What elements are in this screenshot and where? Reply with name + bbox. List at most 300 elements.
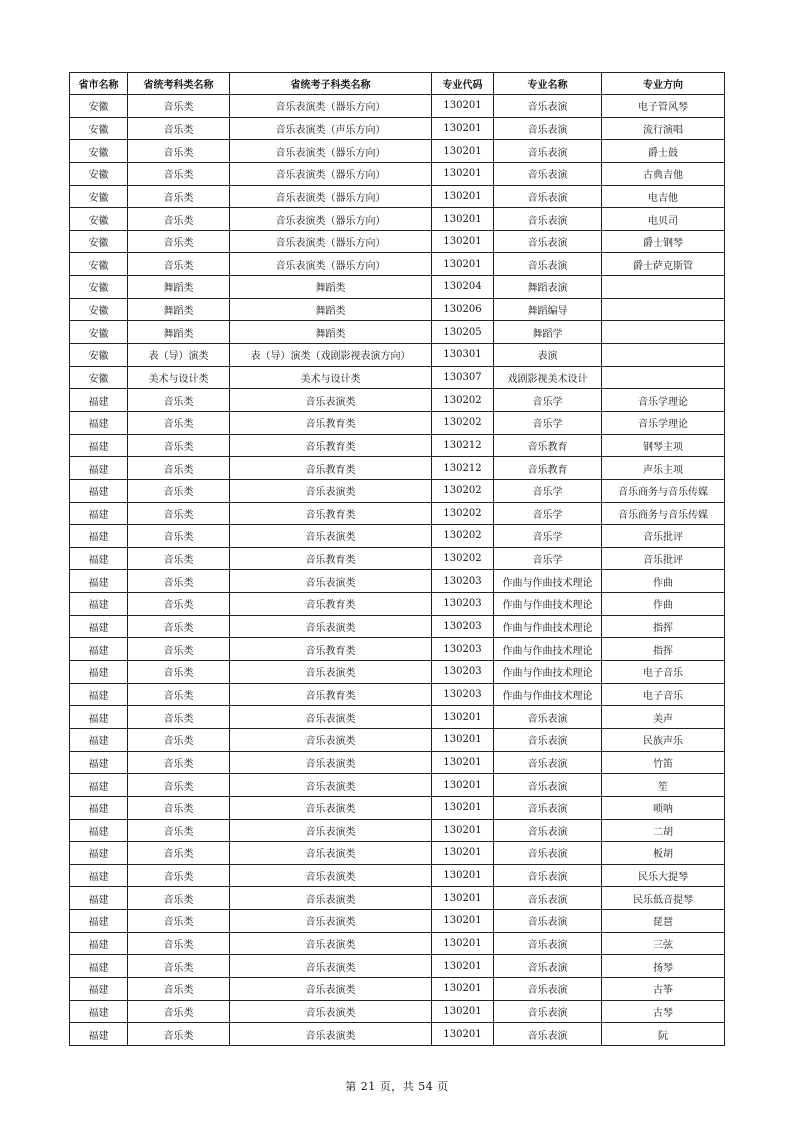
cell-major-direction: 扬琴 — [602, 955, 725, 978]
cell-major-direction: 指挥 — [602, 615, 725, 638]
cell-exam-category: 音乐类 — [128, 706, 230, 729]
cell-major-name: 音乐学 — [494, 389, 602, 412]
cell-province: 安徽 — [70, 117, 128, 140]
cell-province: 福建 — [70, 593, 128, 616]
cell-major-code: 130201 — [432, 706, 494, 729]
cell-major-direction: 笙 — [602, 774, 725, 797]
cell-exam-category: 音乐类 — [128, 796, 230, 819]
cell-major-name: 音乐表演 — [494, 887, 602, 910]
cell-exam-category: 音乐类 — [128, 95, 230, 118]
cell-exam-subcategory: 音乐表演类 — [230, 615, 432, 638]
cell-exam-category: 音乐类 — [128, 751, 230, 774]
cell-exam-category: 音乐类 — [128, 887, 230, 910]
cell-province: 福建 — [70, 864, 128, 887]
table-row — [70, 864, 725, 887]
cell-major-code: 130204 — [432, 276, 494, 299]
cell-province: 福建 — [70, 525, 128, 548]
cell-major-direction: 流行演唱 — [602, 117, 725, 140]
cell-exam-subcategory: 音乐表演类（器乐方向） — [230, 162, 432, 185]
cell-major-code: 130201 — [432, 842, 494, 865]
table-row — [70, 728, 725, 751]
cell-major-direction: 三弦 — [602, 932, 725, 955]
cell-major-direction: 电子音乐 — [602, 683, 725, 706]
cell-major-code: 130202 — [432, 547, 494, 570]
cell-major-direction: 琵琶 — [602, 910, 725, 933]
table-row — [70, 1000, 725, 1023]
cell-exam-subcategory: 音乐表演类 — [230, 864, 432, 887]
cell-province: 安徽 — [70, 321, 128, 344]
cell-major-code: 130203 — [432, 661, 494, 684]
cell-major-code: 130201 — [432, 977, 494, 1000]
cell-major-direction: 音乐商务与音乐传媒 — [602, 502, 725, 525]
table-row — [70, 298, 725, 321]
cell-exam-category: 美术与设计类 — [128, 366, 230, 389]
table-row — [70, 162, 725, 185]
header-major-name: 专业名称 — [494, 73, 602, 95]
cell-major-name: 音乐学 — [494, 411, 602, 434]
cell-exam-subcategory: 音乐表演类 — [230, 910, 432, 933]
cell-major-direction: 作曲 — [602, 593, 725, 616]
cell-major-code: 130203 — [432, 570, 494, 593]
table-row — [70, 434, 725, 457]
cell-province: 福建 — [70, 1023, 128, 1046]
cell-major-direction: 板胡 — [602, 842, 725, 865]
cell-exam-category: 音乐类 — [128, 253, 230, 276]
table-row — [70, 253, 725, 276]
cell-major-code: 130201 — [432, 819, 494, 842]
cell-exam-subcategory: 音乐表演类 — [230, 479, 432, 502]
cell-province: 福建 — [70, 502, 128, 525]
cell-major-name: 作曲与作曲技术理论 — [494, 661, 602, 684]
cell-major-direction: 电吉他 — [602, 185, 725, 208]
cell-major-code: 130201 — [432, 253, 494, 276]
table-row — [70, 117, 725, 140]
cell-province: 安徽 — [70, 162, 128, 185]
cell-major-code: 130201 — [432, 728, 494, 751]
cell-major-name: 音乐表演 — [494, 796, 602, 819]
cell-province: 福建 — [70, 910, 128, 933]
cell-major-name: 音乐表演 — [494, 208, 602, 231]
table-row — [70, 525, 725, 548]
cell-exam-subcategory: 表（导）演类（戏剧影视表演方向） — [230, 344, 432, 367]
cell-exam-subcategory: 音乐表演类 — [230, 932, 432, 955]
cell-major-direction: 竹笛 — [602, 751, 725, 774]
cell-major-code: 130201 — [432, 140, 494, 163]
cell-exam-category: 音乐类 — [128, 819, 230, 842]
table-row — [70, 276, 725, 299]
cell-major-name: 舞蹈学 — [494, 321, 602, 344]
cell-major-name: 作曲与作曲技术理论 — [494, 593, 602, 616]
cell-province: 福建 — [70, 774, 128, 797]
cell-major-direction: 古典吉他 — [602, 162, 725, 185]
data-table-container — [69, 72, 724, 1046]
cell-major-code: 130201 — [432, 910, 494, 933]
table-row — [70, 389, 725, 412]
cell-exam-subcategory: 音乐表演类（器乐方向） — [230, 253, 432, 276]
cell-major-code: 130203 — [432, 638, 494, 661]
cell-exam-subcategory: 音乐表演类 — [230, 1000, 432, 1023]
cell-province: 福建 — [70, 615, 128, 638]
cell-province: 福建 — [70, 887, 128, 910]
cell-province: 福建 — [70, 683, 128, 706]
cell-exam-subcategory: 美术与设计类 — [230, 366, 432, 389]
cell-province: 安徽 — [70, 95, 128, 118]
cell-province: 福建 — [70, 751, 128, 774]
cell-major-code: 130202 — [432, 411, 494, 434]
cell-major-direction: 音乐商务与音乐传媒 — [602, 479, 725, 502]
table-row — [70, 615, 725, 638]
cell-major-direction: 爵士萨克斯管 — [602, 253, 725, 276]
cell-province: 福建 — [70, 796, 128, 819]
cell-exam-subcategory: 音乐表演类 — [230, 728, 432, 751]
cell-exam-subcategory: 音乐表演类 — [230, 887, 432, 910]
cell-exam-category: 音乐类 — [128, 842, 230, 865]
cell-major-direction: 二胡 — [602, 819, 725, 842]
cell-major-name: 音乐表演 — [494, 864, 602, 887]
cell-major-name: 音乐表演 — [494, 910, 602, 933]
cell-province: 福建 — [70, 706, 128, 729]
cell-major-direction — [602, 321, 725, 344]
table-row — [70, 411, 725, 434]
cell-major-direction: 古琴 — [602, 1000, 725, 1023]
cell-major-direction: 爵士鼓 — [602, 140, 725, 163]
cell-exam-subcategory: 音乐教育类 — [230, 683, 432, 706]
cell-major-name: 舞蹈表演 — [494, 276, 602, 299]
cell-major-direction: 钢琴主项 — [602, 434, 725, 457]
cell-major-direction: 美声 — [602, 706, 725, 729]
cell-exam-subcategory: 音乐表演类（器乐方向） — [230, 185, 432, 208]
cell-exam-category: 音乐类 — [128, 547, 230, 570]
cell-major-name: 音乐表演 — [494, 1023, 602, 1046]
cell-major-code: 130202 — [432, 479, 494, 502]
cell-major-direction: 电贝司 — [602, 208, 725, 231]
table-row — [70, 796, 725, 819]
cell-province: 福建 — [70, 819, 128, 842]
cell-exam-subcategory: 音乐表演类 — [230, 774, 432, 797]
table-row — [70, 593, 725, 616]
cell-major-name: 音乐学 — [494, 502, 602, 525]
cell-major-name: 音乐表演 — [494, 977, 602, 1000]
cell-exam-category: 音乐类 — [128, 683, 230, 706]
cell-major-direction: 音乐批评 — [602, 547, 725, 570]
cell-major-name: 音乐学 — [494, 525, 602, 548]
table-row — [70, 502, 725, 525]
cell-province: 福建 — [70, 955, 128, 978]
cell-major-name: 音乐表演 — [494, 95, 602, 118]
cell-major-direction: 指挥 — [602, 638, 725, 661]
table-row — [70, 321, 725, 344]
cell-exam-category: 音乐类 — [128, 1000, 230, 1023]
cell-major-name: 舞蹈编导 — [494, 298, 602, 321]
cell-province: 福建 — [70, 547, 128, 570]
cell-major-code: 130201 — [432, 230, 494, 253]
cell-exam-category: 音乐类 — [128, 525, 230, 548]
cell-province: 福建 — [70, 411, 128, 434]
cell-major-code: 130212 — [432, 457, 494, 480]
cell-major-name: 音乐学 — [494, 547, 602, 570]
cell-exam-category: 音乐类 — [128, 615, 230, 638]
cell-major-code: 130203 — [432, 615, 494, 638]
cell-major-code: 130201 — [432, 208, 494, 231]
cell-major-name: 音乐教育 — [494, 457, 602, 480]
cell-province: 安徽 — [70, 298, 128, 321]
cell-exam-subcategory: 音乐表演类（器乐方向） — [230, 208, 432, 231]
cell-exam-subcategory: 音乐教育类 — [230, 547, 432, 570]
cell-major-name: 作曲与作曲技术理论 — [494, 638, 602, 661]
cell-major-name: 音乐学 — [494, 479, 602, 502]
table-header-row — [70, 73, 725, 95]
header-major-code: 专业代码 — [432, 73, 494, 95]
table-row — [70, 683, 725, 706]
cell-major-code: 130201 — [432, 774, 494, 797]
table-row — [70, 661, 725, 684]
cell-major-code: 130201 — [432, 887, 494, 910]
cell-province: 福建 — [70, 977, 128, 1000]
table-row — [70, 638, 725, 661]
cell-major-direction: 爵士钢琴 — [602, 230, 725, 253]
cell-exam-subcategory: 舞蹈类 — [230, 321, 432, 344]
cell-major-code: 130307 — [432, 366, 494, 389]
cell-major-code: 130206 — [432, 298, 494, 321]
cell-exam-category: 音乐类 — [128, 1023, 230, 1046]
cell-exam-subcategory: 音乐表演类（声乐方向） — [230, 117, 432, 140]
cell-exam-subcategory: 音乐表演类（器乐方向） — [230, 230, 432, 253]
cell-major-direction: 民族声乐 — [602, 728, 725, 751]
cell-exam-subcategory: 音乐教育类 — [230, 593, 432, 616]
cell-major-code: 130203 — [432, 593, 494, 616]
table-body — [70, 95, 725, 1046]
cell-major-direction: 电子音乐 — [602, 661, 725, 684]
header-exam-category: 省统考科类名称 — [128, 73, 230, 95]
cell-major-direction: 音乐批评 — [602, 525, 725, 548]
table-row — [70, 344, 725, 367]
cell-province: 福建 — [70, 661, 128, 684]
table-row — [70, 910, 725, 933]
cell-exam-category: 音乐类 — [128, 638, 230, 661]
cell-exam-category: 音乐类 — [128, 728, 230, 751]
cell-major-direction: 唢呐 — [602, 796, 725, 819]
table-row — [70, 140, 725, 163]
cell-major-name: 音乐教育 — [494, 434, 602, 457]
cell-exam-category: 音乐类 — [128, 910, 230, 933]
table-row — [70, 570, 725, 593]
cell-major-code: 130212 — [432, 434, 494, 457]
table-row — [70, 547, 725, 570]
cell-major-code: 130201 — [432, 955, 494, 978]
cell-province: 福建 — [70, 457, 128, 480]
table-row — [70, 95, 725, 118]
header-exam-subcategory: 省统考子科类名称 — [230, 73, 432, 95]
cell-exam-subcategory: 音乐教育类 — [230, 502, 432, 525]
cell-exam-category: 音乐类 — [128, 570, 230, 593]
cell-exam-category: 舞蹈类 — [128, 276, 230, 299]
cell-exam-subcategory: 音乐表演类 — [230, 977, 432, 1000]
cell-major-name: 音乐表演 — [494, 253, 602, 276]
cell-major-name: 音乐表演 — [494, 117, 602, 140]
cell-exam-category: 音乐类 — [128, 140, 230, 163]
header-major-direction: 专业方向 — [602, 73, 725, 95]
cell-major-name: 音乐表演 — [494, 774, 602, 797]
cell-province: 福建 — [70, 479, 128, 502]
cell-major-code: 130201 — [432, 117, 494, 140]
cell-exam-subcategory: 音乐教育类 — [230, 434, 432, 457]
cell-exam-subcategory: 音乐表演类 — [230, 1023, 432, 1046]
cell-major-name: 音乐表演 — [494, 1000, 602, 1023]
cell-exam-subcategory: 音乐表演类 — [230, 796, 432, 819]
cell-exam-subcategory: 舞蹈类 — [230, 276, 432, 299]
cell-province: 安徽 — [70, 366, 128, 389]
cell-province: 福建 — [70, 434, 128, 457]
table-row — [70, 185, 725, 208]
cell-exam-subcategory: 音乐表演类 — [230, 661, 432, 684]
cell-province: 安徽 — [70, 208, 128, 231]
cell-exam-category: 舞蹈类 — [128, 298, 230, 321]
cell-major-direction: 作曲 — [602, 570, 725, 593]
cell-exam-category: 音乐类 — [128, 977, 230, 1000]
cell-major-code: 130202 — [432, 502, 494, 525]
cell-major-code: 130202 — [432, 389, 494, 412]
cell-exam-subcategory: 音乐表演类（器乐方向） — [230, 95, 432, 118]
cell-province: 安徽 — [70, 230, 128, 253]
cell-major-name: 音乐表演 — [494, 819, 602, 842]
cell-province: 福建 — [70, 389, 128, 412]
cell-exam-category: 音乐类 — [128, 593, 230, 616]
cell-major-direction — [602, 276, 725, 299]
cell-major-direction: 电子管风琴 — [602, 95, 725, 118]
cell-exam-category: 舞蹈类 — [128, 321, 230, 344]
cell-major-code: 130201 — [432, 1023, 494, 1046]
major-direction-table — [69, 72, 725, 1046]
table-row — [70, 457, 725, 480]
cell-major-name: 音乐表演 — [494, 842, 602, 865]
cell-exam-category: 音乐类 — [128, 932, 230, 955]
cell-major-direction: 古筝 — [602, 977, 725, 1000]
table-row — [70, 366, 725, 389]
cell-major-code: 130201 — [432, 162, 494, 185]
cell-major-name: 音乐表演 — [494, 955, 602, 978]
table-row — [70, 230, 725, 253]
cell-major-direction: 民乐大提琴 — [602, 864, 725, 887]
cell-major-code: 130202 — [432, 525, 494, 548]
page-number-footer: 第 21 页，共 54 页 — [345, 1080, 449, 1093]
cell-exam-subcategory: 音乐表演类 — [230, 706, 432, 729]
cell-exam-category: 音乐类 — [128, 955, 230, 978]
cell-exam-subcategory: 音乐表演类 — [230, 570, 432, 593]
table-row — [70, 479, 725, 502]
table-row — [70, 887, 725, 910]
cell-exam-category: 音乐类 — [128, 457, 230, 480]
cell-exam-category: 音乐类 — [128, 502, 230, 525]
cell-exam-category: 音乐类 — [128, 774, 230, 797]
cell-major-name: 音乐表演 — [494, 140, 602, 163]
cell-exam-subcategory: 音乐教育类 — [230, 638, 432, 661]
cell-major-name: 作曲与作曲技术理论 — [494, 615, 602, 638]
cell-exam-category: 音乐类 — [128, 208, 230, 231]
cell-province: 福建 — [70, 638, 128, 661]
cell-exam-subcategory: 音乐表演类（器乐方向） — [230, 140, 432, 163]
cell-major-code: 130205 — [432, 321, 494, 344]
cell-major-name: 音乐表演 — [494, 932, 602, 955]
cell-exam-category: 音乐类 — [128, 389, 230, 412]
table-row — [70, 706, 725, 729]
cell-exam-category: 音乐类 — [128, 185, 230, 208]
cell-major-code: 130203 — [432, 683, 494, 706]
cell-major-direction: 阮 — [602, 1023, 725, 1046]
table-row — [70, 208, 725, 231]
table-row — [70, 819, 725, 842]
table-row — [70, 751, 725, 774]
cell-province: 安徽 — [70, 140, 128, 163]
cell-province: 福建 — [70, 932, 128, 955]
cell-major-name: 戏剧影视美术设计 — [494, 366, 602, 389]
table-row — [70, 774, 725, 797]
cell-major-direction: 声乐主项 — [602, 457, 725, 480]
cell-province: 安徽 — [70, 276, 128, 299]
cell-exam-subcategory: 音乐表演类 — [230, 525, 432, 548]
cell-province: 福建 — [70, 842, 128, 865]
cell-major-name: 音乐表演 — [494, 230, 602, 253]
cell-major-code: 130201 — [432, 864, 494, 887]
cell-exam-subcategory: 音乐表演类 — [230, 751, 432, 774]
cell-province: 福建 — [70, 728, 128, 751]
cell-major-name: 作曲与作曲技术理论 — [494, 683, 602, 706]
table-row — [70, 1023, 725, 1046]
cell-exam-category: 音乐类 — [128, 434, 230, 457]
cell-exam-subcategory: 音乐表演类 — [230, 955, 432, 978]
cell-exam-subcategory: 音乐表演类 — [230, 819, 432, 842]
table-row — [70, 977, 725, 1000]
cell-major-direction: 音乐学理论 — [602, 389, 725, 412]
cell-exam-category: 音乐类 — [128, 864, 230, 887]
cell-exam-category: 音乐类 — [128, 230, 230, 253]
table-row — [70, 932, 725, 955]
table-row — [70, 842, 725, 865]
cell-major-code: 130201 — [432, 932, 494, 955]
cell-province: 安徽 — [70, 344, 128, 367]
cell-major-name: 音乐表演 — [494, 706, 602, 729]
cell-major-code: 130301 — [432, 344, 494, 367]
cell-exam-category: 音乐类 — [128, 117, 230, 140]
cell-province: 福建 — [70, 570, 128, 593]
cell-major-direction — [602, 298, 725, 321]
cell-exam-subcategory: 音乐表演类 — [230, 842, 432, 865]
cell-major-direction — [602, 366, 725, 389]
cell-exam-subcategory: 舞蹈类 — [230, 298, 432, 321]
cell-major-code: 130201 — [432, 95, 494, 118]
cell-exam-category: 音乐类 — [128, 162, 230, 185]
header-province: 省市名称 — [70, 73, 128, 95]
cell-province: 安徽 — [70, 185, 128, 208]
cell-major-name: 表演 — [494, 344, 602, 367]
table-row — [70, 955, 725, 978]
cell-major-name: 音乐表演 — [494, 728, 602, 751]
cell-exam-category: 音乐类 — [128, 661, 230, 684]
cell-major-name: 音乐表演 — [494, 185, 602, 208]
cell-major-code: 130201 — [432, 796, 494, 819]
cell-exam-category: 音乐类 — [128, 479, 230, 502]
cell-exam-category: 音乐类 — [128, 411, 230, 434]
cell-major-direction — [602, 344, 725, 367]
cell-major-name: 音乐表演 — [494, 751, 602, 774]
cell-major-name: 音乐表演 — [494, 162, 602, 185]
cell-major-name: 作曲与作曲技术理论 — [494, 570, 602, 593]
cell-major-code: 130201 — [432, 185, 494, 208]
cell-exam-subcategory: 音乐表演类 — [230, 389, 432, 412]
cell-exam-subcategory: 音乐教育类 — [230, 457, 432, 480]
cell-exam-subcategory: 音乐教育类 — [230, 411, 432, 434]
cell-major-direction: 音乐学理论 — [602, 411, 725, 434]
cell-province: 安徽 — [70, 253, 128, 276]
